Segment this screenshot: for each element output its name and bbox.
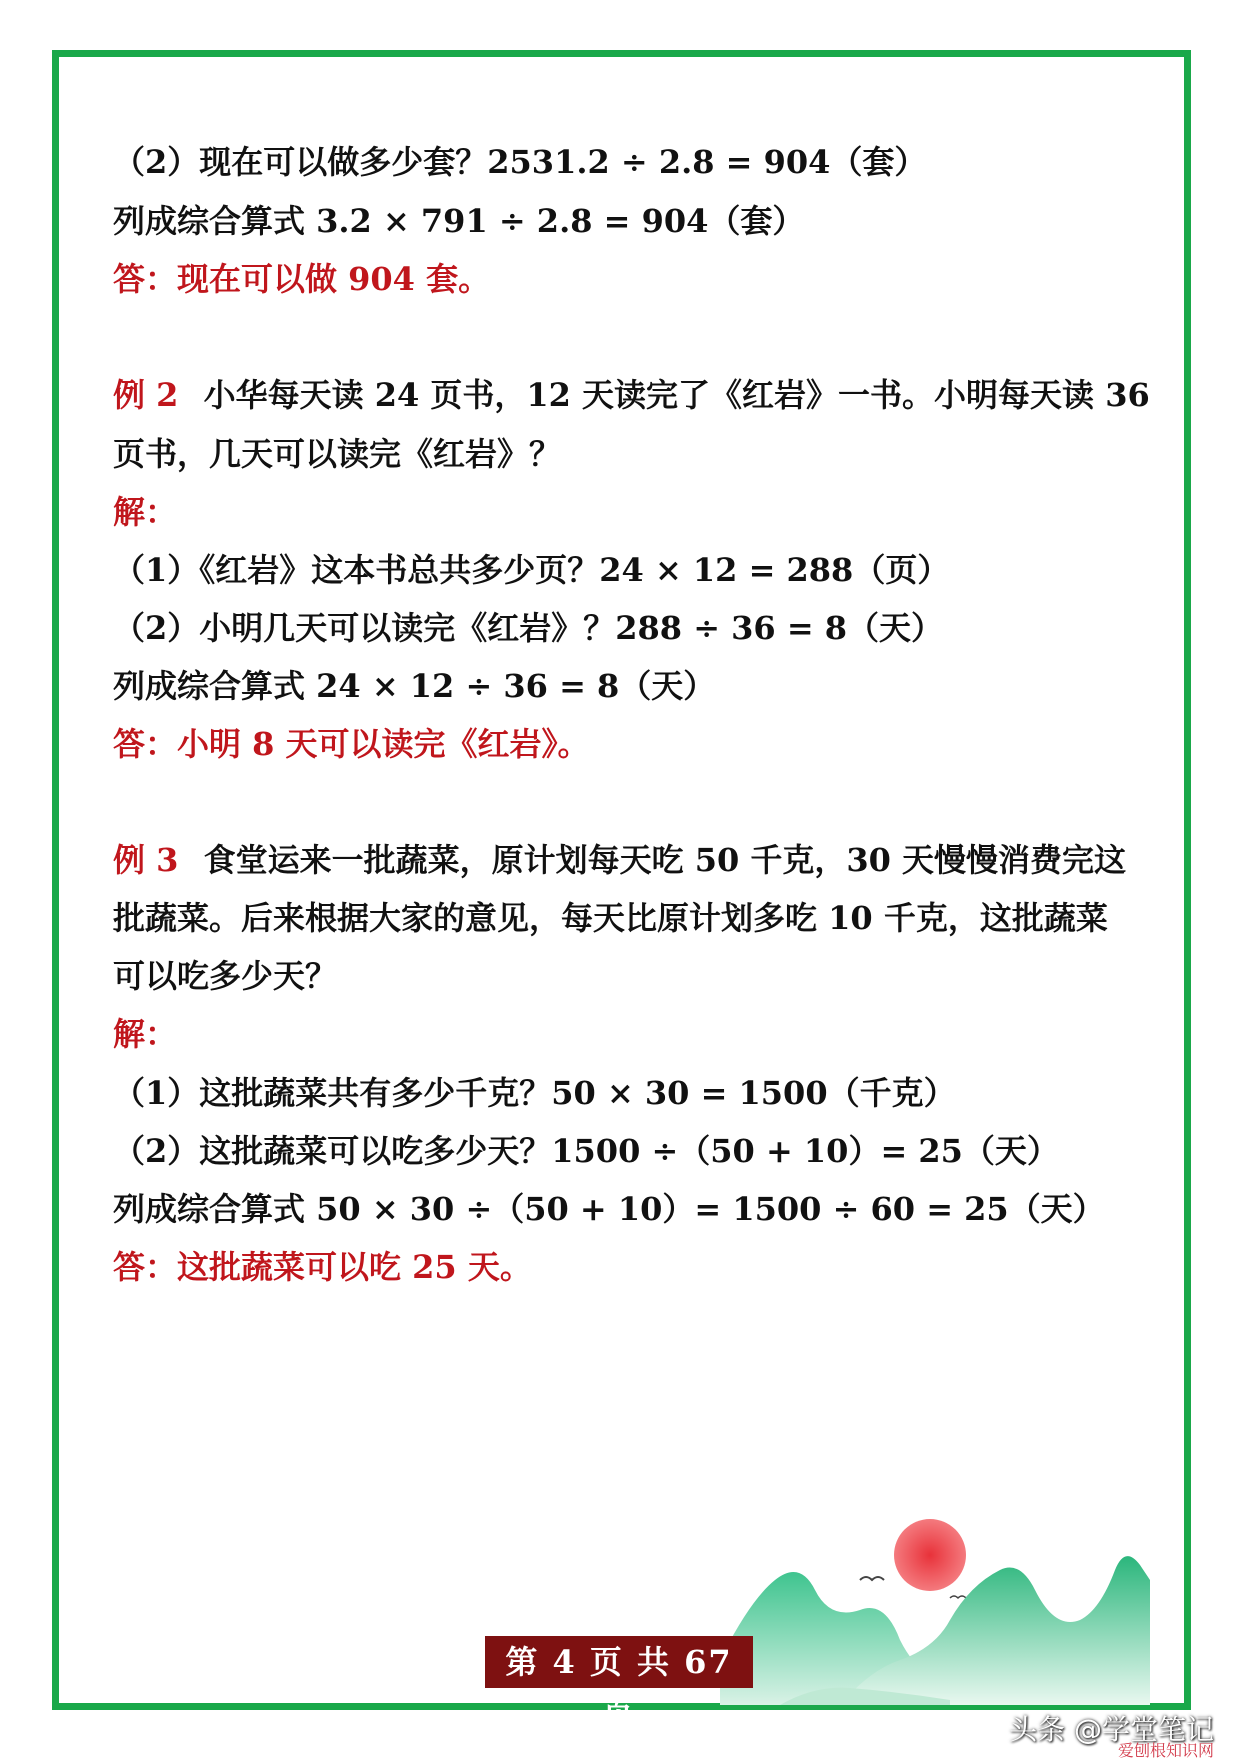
example3-step2: （2）这批蔬菜可以吃多少天？1500 ÷（50 + 10）= 25（天） xyxy=(113,1132,1059,1170)
example2-label: 例 2 xyxy=(113,376,179,414)
example3-solve-label: 解： xyxy=(113,1015,178,1053)
example1-answer: 答：现在可以做 904 套。 xyxy=(113,260,491,298)
example3-answer: 答：这批蔬菜可以吃 25 天。 xyxy=(113,1248,532,1286)
example3-question-line2: 批蔬菜。后来根据大家的意见，每天比原计划多吃 10 千克，这批蔬菜 xyxy=(113,899,1108,937)
example2-solve-label: 解： xyxy=(113,493,178,531)
example3-label: 例 3 xyxy=(113,841,179,879)
example2-step2: （2）小明几天可以读完《红岩》？288 ÷ 36 = 8（天） xyxy=(113,609,944,647)
mountain-landscape-illustration xyxy=(720,1510,1150,1705)
example1-step2: （2）现在可以做多少套？2531.2 ÷ 2.8 = 904（套） xyxy=(113,143,927,181)
sun-icon xyxy=(894,1519,966,1591)
example2-combined: 列成综合算式 24 × 12 ÷ 36 = 8（天） xyxy=(113,667,716,705)
watermark-site: 爱刨根知识网 xyxy=(1117,1741,1214,1760)
example3-question-text: 食堂运来一批蔬菜，原计划每天吃 50 千克，30 天慢慢消费完这 xyxy=(203,841,1127,879)
example3-step1: （1）这批蔬菜共有多少千克？50 × 30 = 1500（千克） xyxy=(113,1074,956,1112)
page-border xyxy=(52,50,1191,1710)
example1-combined: 列成综合算式 3.2 × 791 ÷ 2.8 = 904（套） xyxy=(113,202,805,240)
example3-question-line3: 可以吃多少天？ xyxy=(113,957,338,995)
example3-combined: 列成综合算式 50 × 30 ÷（50 + 10）= 1500 ÷ 60 = 25（天） xyxy=(113,1190,1105,1228)
watermark: 头条 @学堂笔记 xyxy=(1009,1713,1214,1746)
example2-question-line2: 页书，几天可以读完《红岩》？ xyxy=(113,435,562,473)
example3-question-line1 xyxy=(113,840,1126,880)
bird-icon xyxy=(860,1577,884,1580)
example2-question-line1 xyxy=(113,375,1150,415)
example2-step1: （1）《红岩》这本书总共多少页？24 × 12 = 288（页） xyxy=(113,551,950,589)
example2-question-text: 小华每天读 24 页书，12 天读完了《红岩》一书。小明每天读 36 xyxy=(203,376,1150,414)
example2-answer: 答：小明 8 天可以读完《红岩》。 xyxy=(113,725,590,763)
page-number-footer: 第 4 页 共 67 页 xyxy=(485,1636,753,1688)
